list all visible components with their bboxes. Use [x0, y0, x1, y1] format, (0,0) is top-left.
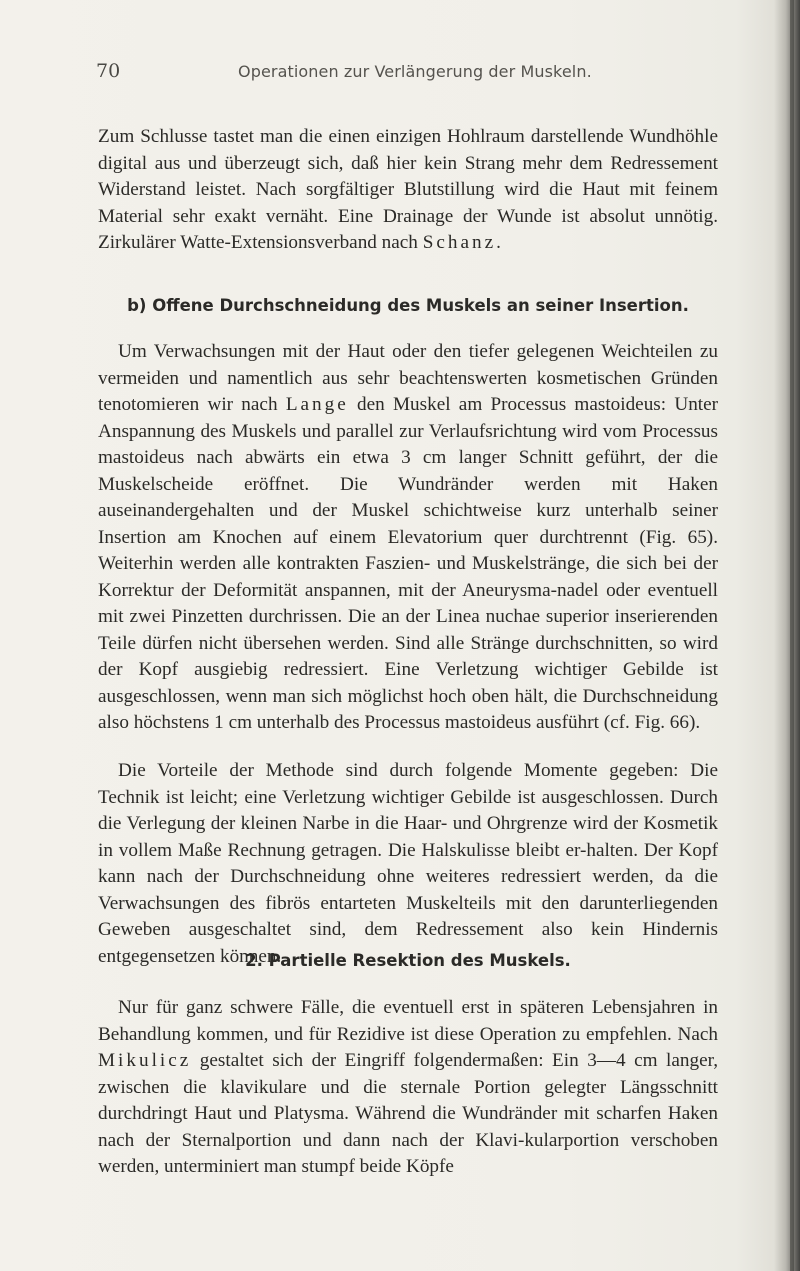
- paragraph-end: .: [496, 232, 501, 253]
- section-heading-open-transection: b) Offene Durchschneidung des Muskels an seiner Insertion.: [127, 296, 689, 315]
- paragraph-text-before-author: Nur für ganz schwere Fälle, die eventuell erst in späteren Lebensjahren in Behandlung kommen, und für Rezidive ist diese Operation zu empfehlen. Nach: [98, 997, 718, 1045]
- paragraph-mikulicz-method: [98, 995, 718, 1181]
- page-number: 70: [96, 60, 121, 82]
- paragraph-closing-wound: [98, 124, 718, 257]
- page-edge-shadow: [774, 0, 800, 1271]
- paragraph-text-before-author: Um Verwachsungen mit der Haut oder den tiefer gelegenen Weichteilen zu vermeiden und namentlich aus sehr beachtenswerten kosmetischen Gründen tenotomieren wir nach: [98, 341, 718, 415]
- running-title: Operationen zur Verlängerung der Muskeln.: [238, 62, 592, 81]
- author-name: Lange: [285, 394, 349, 415]
- page-header: [0, 60, 800, 88]
- paragraph-text-after-author: den Muskel am Processus mastoideus: Unter Anspannung des Muskels und parallel zur Verlaufsrichtung wird vom Processus mastoideus nach abwärts ein etwa 3 cm langer Schnitt geführt, der die Muskelscheide eröffnet. Die Wundränder werden mit Haken auseinandergehalten und der Muskel schichtweise kurz unterhalb seiner Insertion am Knochen auf einem Elevatorium quer durchtrennt (Fig. 65). Weiterhin werden alle kontrakten Faszien- und Muskelstränge, die sich bei der Korrektur der Deformität anspannen, mit der Aneurysma-nadel oder eventuell mit zwei Pinzetten durchrissen. Die an der Linea nuchae superior inserierenden Teile dürfen nicht übersehen werden. Sind alle Stränge durchschnitten, so wird der Kopf ausgiebig redressiert. Eine Verletzung wichtiger Gebilde ist ausgeschlossen, wenn man sich möglichst hoch oben hält, die Durchschneidung also höchstens 1 cm unterhalb des Processus mastoideus ausführt (cf. Fig. 66).: [98, 394, 719, 733]
- paragraph-advantages: [98, 758, 718, 970]
- section-heading-partial-resection: 2. Partielle Resektion des Muskels.: [245, 951, 571, 970]
- paragraph-text-after-author: gestaltet sich der Eingriff folgendermaßen: Ein 3—4 cm langer, zwischen die klavikulare und die sternale Portion gelegter Längsschnitt durchdringt Haut und Platysma. Während die Wundränder mit scharfen Haken nach der Sternalportion und dann nach der Klavi-kularportion verschoben werden, unterminiert man stumpf beide Köpfe: [98, 1050, 719, 1177]
- paragraph-text: Zum Schlusse tastet man die einen einzigen Hohlraum darstellende Wundhöhle digital aus und überzeugt sich, daß hier kein Strang mehr dem Redressement Widerstand leistet. Nach sorgfältiger Blutstillung wird die Haut mit feinem Material sehr exakt vernäht. Eine Drainage der Wunde ist absolut unnötig. Zirkulärer Watte-Extensionsverband nach: [98, 126, 718, 253]
- author-name: Mikulicz: [98, 1050, 192, 1071]
- author-name: Schanz: [422, 232, 497, 253]
- page-binding-edge: [790, 0, 794, 1271]
- paragraph-lange-method: [98, 339, 718, 737]
- paragraph-text: Die Vorteile der Methode sind durch folgende Momente gegeben: Die Technik ist leicht; eine Verletzung wichtiger Gebilde ist ausgeschlossen. Durch die Verlegung der kleinen Narbe in die Haar- und Ohrgrenze wird der Kosmetik in vollem Maße Rechnung getragen. Die Halskulisse bleibt er-halten. Der Kopf kann nach der Durchschneidung ohne weiteres redressiert werden, da die Verwachsungen des fibrös entarteten Muskelteils mit den darunterliegenden Geweben ausgeschaltet sind, dem Redressement also kein Hindernis entgegensetzen können.: [98, 760, 718, 967]
